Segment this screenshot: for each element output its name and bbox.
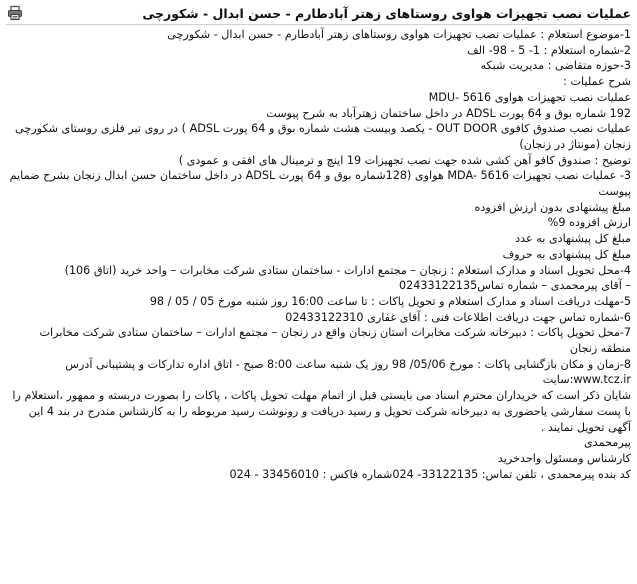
technical-contact-line: 6-شماره تماس جهت دریافت اطلاعات فنی : آقای غفاری 02433122310 [285,310,631,324]
printer-icon [7,5,23,21]
operations-note: توضیح : صندوق کافو آهن کشی شده جهت نصب تجهیزات 19 اینچ و ترمینال های افقی و عمودی ) [178,153,631,167]
header [6,2,631,25]
total-price-words: مبلغ کل پیشنهادی به حروف [502,247,631,261]
contact-phones: کد بنده پیرمحمدی ، تلفن تماس: 33122135- 024شماره فاکس : 33456010 - 024 [229,467,631,481]
page-title: عملیات نصب تجهیزات هواوی روستاهای زهتر آبادطارم - حسن ابدال - شکورچی [142,5,631,21]
print-button[interactable] [6,4,24,22]
operations-item-1: عملیات نصب تجهیزات هواوی MDU- 5616 [428,90,631,104]
signer-name: پیرمحمدی [584,436,631,450]
price-without-vat: مبلغ پیشنهادی بدون ارزش افزوده [474,200,631,214]
subject-line: 1-موضوع استعلام : عملیات نصب تجهیزات هواوی روستاهای زهتر آبادطارم - حسن ابدال - شکورچی [167,28,631,41]
envelope-delivery-place: 7-محل تحویل پاکات : دبیرخانه شرکت مخابرات استان زنجان واقع در زنجان – مجتمع ادارات – ساختمان ستادی شرکت مخابرات منطقه زنجان [39,326,631,356]
operations-item-2: عملیات نصب صندوق کافوی OUT DOOR - یکصد وبیست هشت شماره بوق و 64 پورت ADSL ) در روی تیر فلزی روستای شکورچی زنجان (مونتاژ در زنجان) [15,122,631,151]
deadline-line: 5-مهلت دریافت اسناد و مدارک استعلام و تحویل پاکات : تا ساعت 16:00 روز شنبه مورخ 05 / 05 / 98 [149,294,631,308]
operations-item-3: 3- عملیات نصب تجهیزات MDA- 5616 هواوی (128شماره بوق و 64 پورت ADSL در داخل ساختمان حسن ابدال زنجان بشرح ضمایم پیوست [9,169,631,199]
notice-paragraph: شایان ذکر است که خریداران محترم اسناد می بایستی قبل از اتمام مهلت تحویل پاکات ، پاکات را بصورت دربسته و ممهور ،استعلام را با پست سفارشی یاحضوری به دبیرخانه شرکت تحویل و رسید دریافت و رونوشت رسید مربوطه را به کارشناس مندرج در بند 4 این آگهی تحویل نمایند . [12,389,631,434]
operations-heading: شرح عملیات : [563,75,631,89]
operations-item-1-detail: 192 شماره بوق و 64 پورت ADSL در داخل ساختمان زهترآباد به شرح پیوست [266,106,631,120]
total-price-numeric: مبلغ کل پیشنهادی به عدد [515,232,631,246]
document-delivery-place: 4-محل تحویل اسناد و مدارک استعلام : زنجان – مجتمع ادارات - ساختمان ستادی شرکت مخابرات – واحد خرید (اتاق 106) [64,263,631,277]
vat-line: ارزش افزوده 9% [547,216,631,230]
requesting-department-line: 3-حوزه متقاضی : مدیریت شبکه [480,59,631,73]
website-link[interactable]: www.tcz.ir:سایت [542,373,631,387]
contact-line: – آقای پیرمحمدی – شماره تماس02433122135 [398,279,631,293]
opening-time-line: 8-زمان و مکان بازگشایی پاکات : مورخ 05/06/ 98 روز یک شنبه ساعت 8:00 صبح - اتاق اداره تدارکات و پشتیبانی آدرس [65,357,631,371]
signer-title: کارشناس ومسئول واحدخرید [497,451,631,465]
announcement-body [6,27,631,482]
inquiry-number-line: 2-شماره استعلام : 1- 5 - 98- الف [467,43,631,57]
